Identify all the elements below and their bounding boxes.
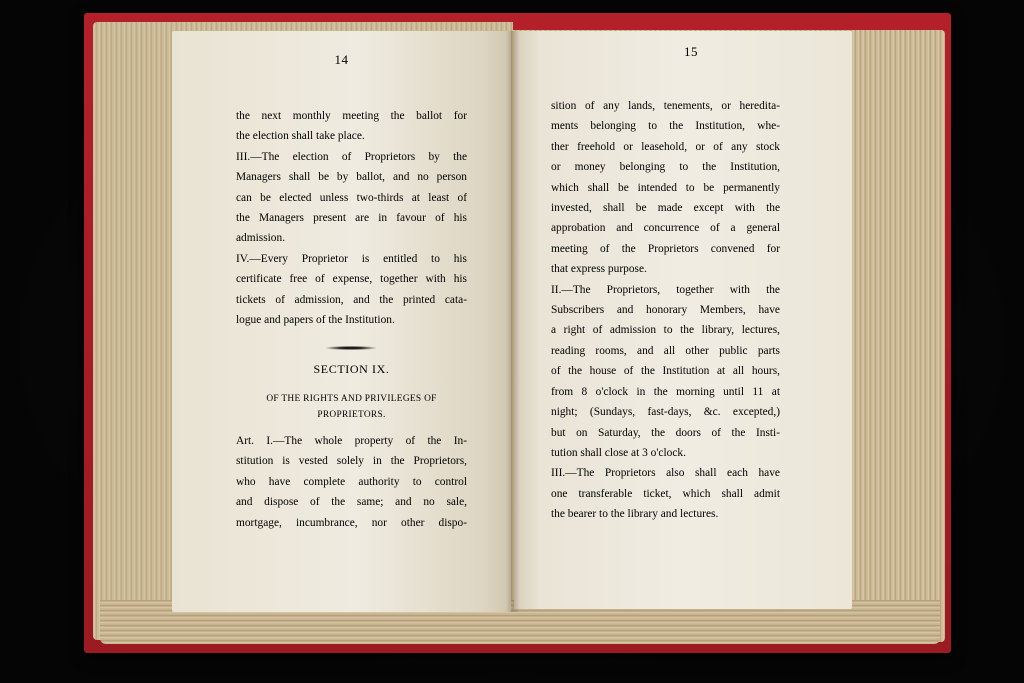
text-line: the election shall take place. <box>236 130 365 143</box>
text-line: tickets of admission, and the printed cata- <box>236 293 467 306</box>
text-line: certificate free of expense, together with his <box>236 273 467 286</box>
text-line: IV.—Every Proprietor is entitled to his <box>236 252 467 265</box>
text-line: a right of admission to the library, lectures, <box>551 324 780 337</box>
text-line: from 8 o'clock in the morning until 11 at <box>551 385 780 398</box>
text-line: or money belonging to the Institution, <box>551 161 780 174</box>
page-number-left: 14 <box>334 52 349 67</box>
text-line: ments belonging to the Institution, whe- <box>551 120 780 133</box>
ornamental-rule <box>326 346 376 350</box>
section-subtitle-line-2: PROPRIETORS. <box>317 410 386 420</box>
text-line: the Managers present are in favour of his <box>236 212 467 225</box>
text-line: invested, shall be made except with the <box>551 202 780 215</box>
left-page-text-bottom <box>236 431 467 533</box>
text-line: III.—The election of Proprietors by the <box>236 150 467 163</box>
text-line: Subscribers and honorary Members, have <box>551 304 780 317</box>
section-subtitle-line-1: OF THE RIGHTS AND PRIVILEGES OF <box>266 394 437 404</box>
text-line: admission. <box>236 232 286 245</box>
text-line: II.—The Proprietors, together with the <box>551 283 780 296</box>
page-number-right: 15 <box>684 44 698 59</box>
text-line: night; (Sundays, fast-days, &c. excepted,) <box>551 406 780 419</box>
text-line: the next monthly meeting the ballot for <box>236 110 467 122</box>
text-line: stitution is vested solely in the Proprietors, <box>236 455 467 468</box>
text-line: the bearer to the library and lectures. <box>551 508 719 521</box>
text-line: III.—The Proprietors also shall each have <box>551 467 780 480</box>
text-line: logue and papers of the Institution. <box>236 314 395 327</box>
text-line: approbation and concurrence of a general <box>551 222 780 235</box>
text-line: mortgage, incumbrance, nor other dispo- <box>236 516 467 529</box>
text-line: of the house of the Institution at all hours, <box>551 365 780 378</box>
text-line: and dispose of the same; and no sale, <box>236 496 467 509</box>
right-page-text <box>551 96 780 525</box>
text-line: but on Saturday, the doors of the Insti- <box>551 426 780 439</box>
book-gutter <box>506 31 520 612</box>
text-line: tution shall close at 3 o'clock. <box>551 446 686 459</box>
text-line: ther freehold or leasehold, or of any stock <box>551 140 780 153</box>
text-line: meeting of the Proprietors convened for <box>551 242 780 255</box>
text-line: sition of any lands, tenements, or heredita- <box>551 100 780 112</box>
text-line: can be elected unless two-thirds at least of <box>236 191 467 204</box>
text-line: who have complete authority to control <box>236 475 467 488</box>
left-page-text-top <box>236 106 467 330</box>
text-line: one transferable ticket, which shall admit <box>551 487 780 500</box>
section-subtitle <box>236 391 467 423</box>
text-line: Art. I.—The whole property of the In- <box>236 435 467 447</box>
text-line: reading rooms, and all other public parts <box>551 344 780 357</box>
text-line: that express purpose. <box>551 263 647 276</box>
text-line: which shall be intended to be permanently <box>551 181 780 194</box>
section-title: SECTION IX. <box>313 362 390 376</box>
text-line: Managers shall be by ballot, and no person <box>236 171 467 184</box>
